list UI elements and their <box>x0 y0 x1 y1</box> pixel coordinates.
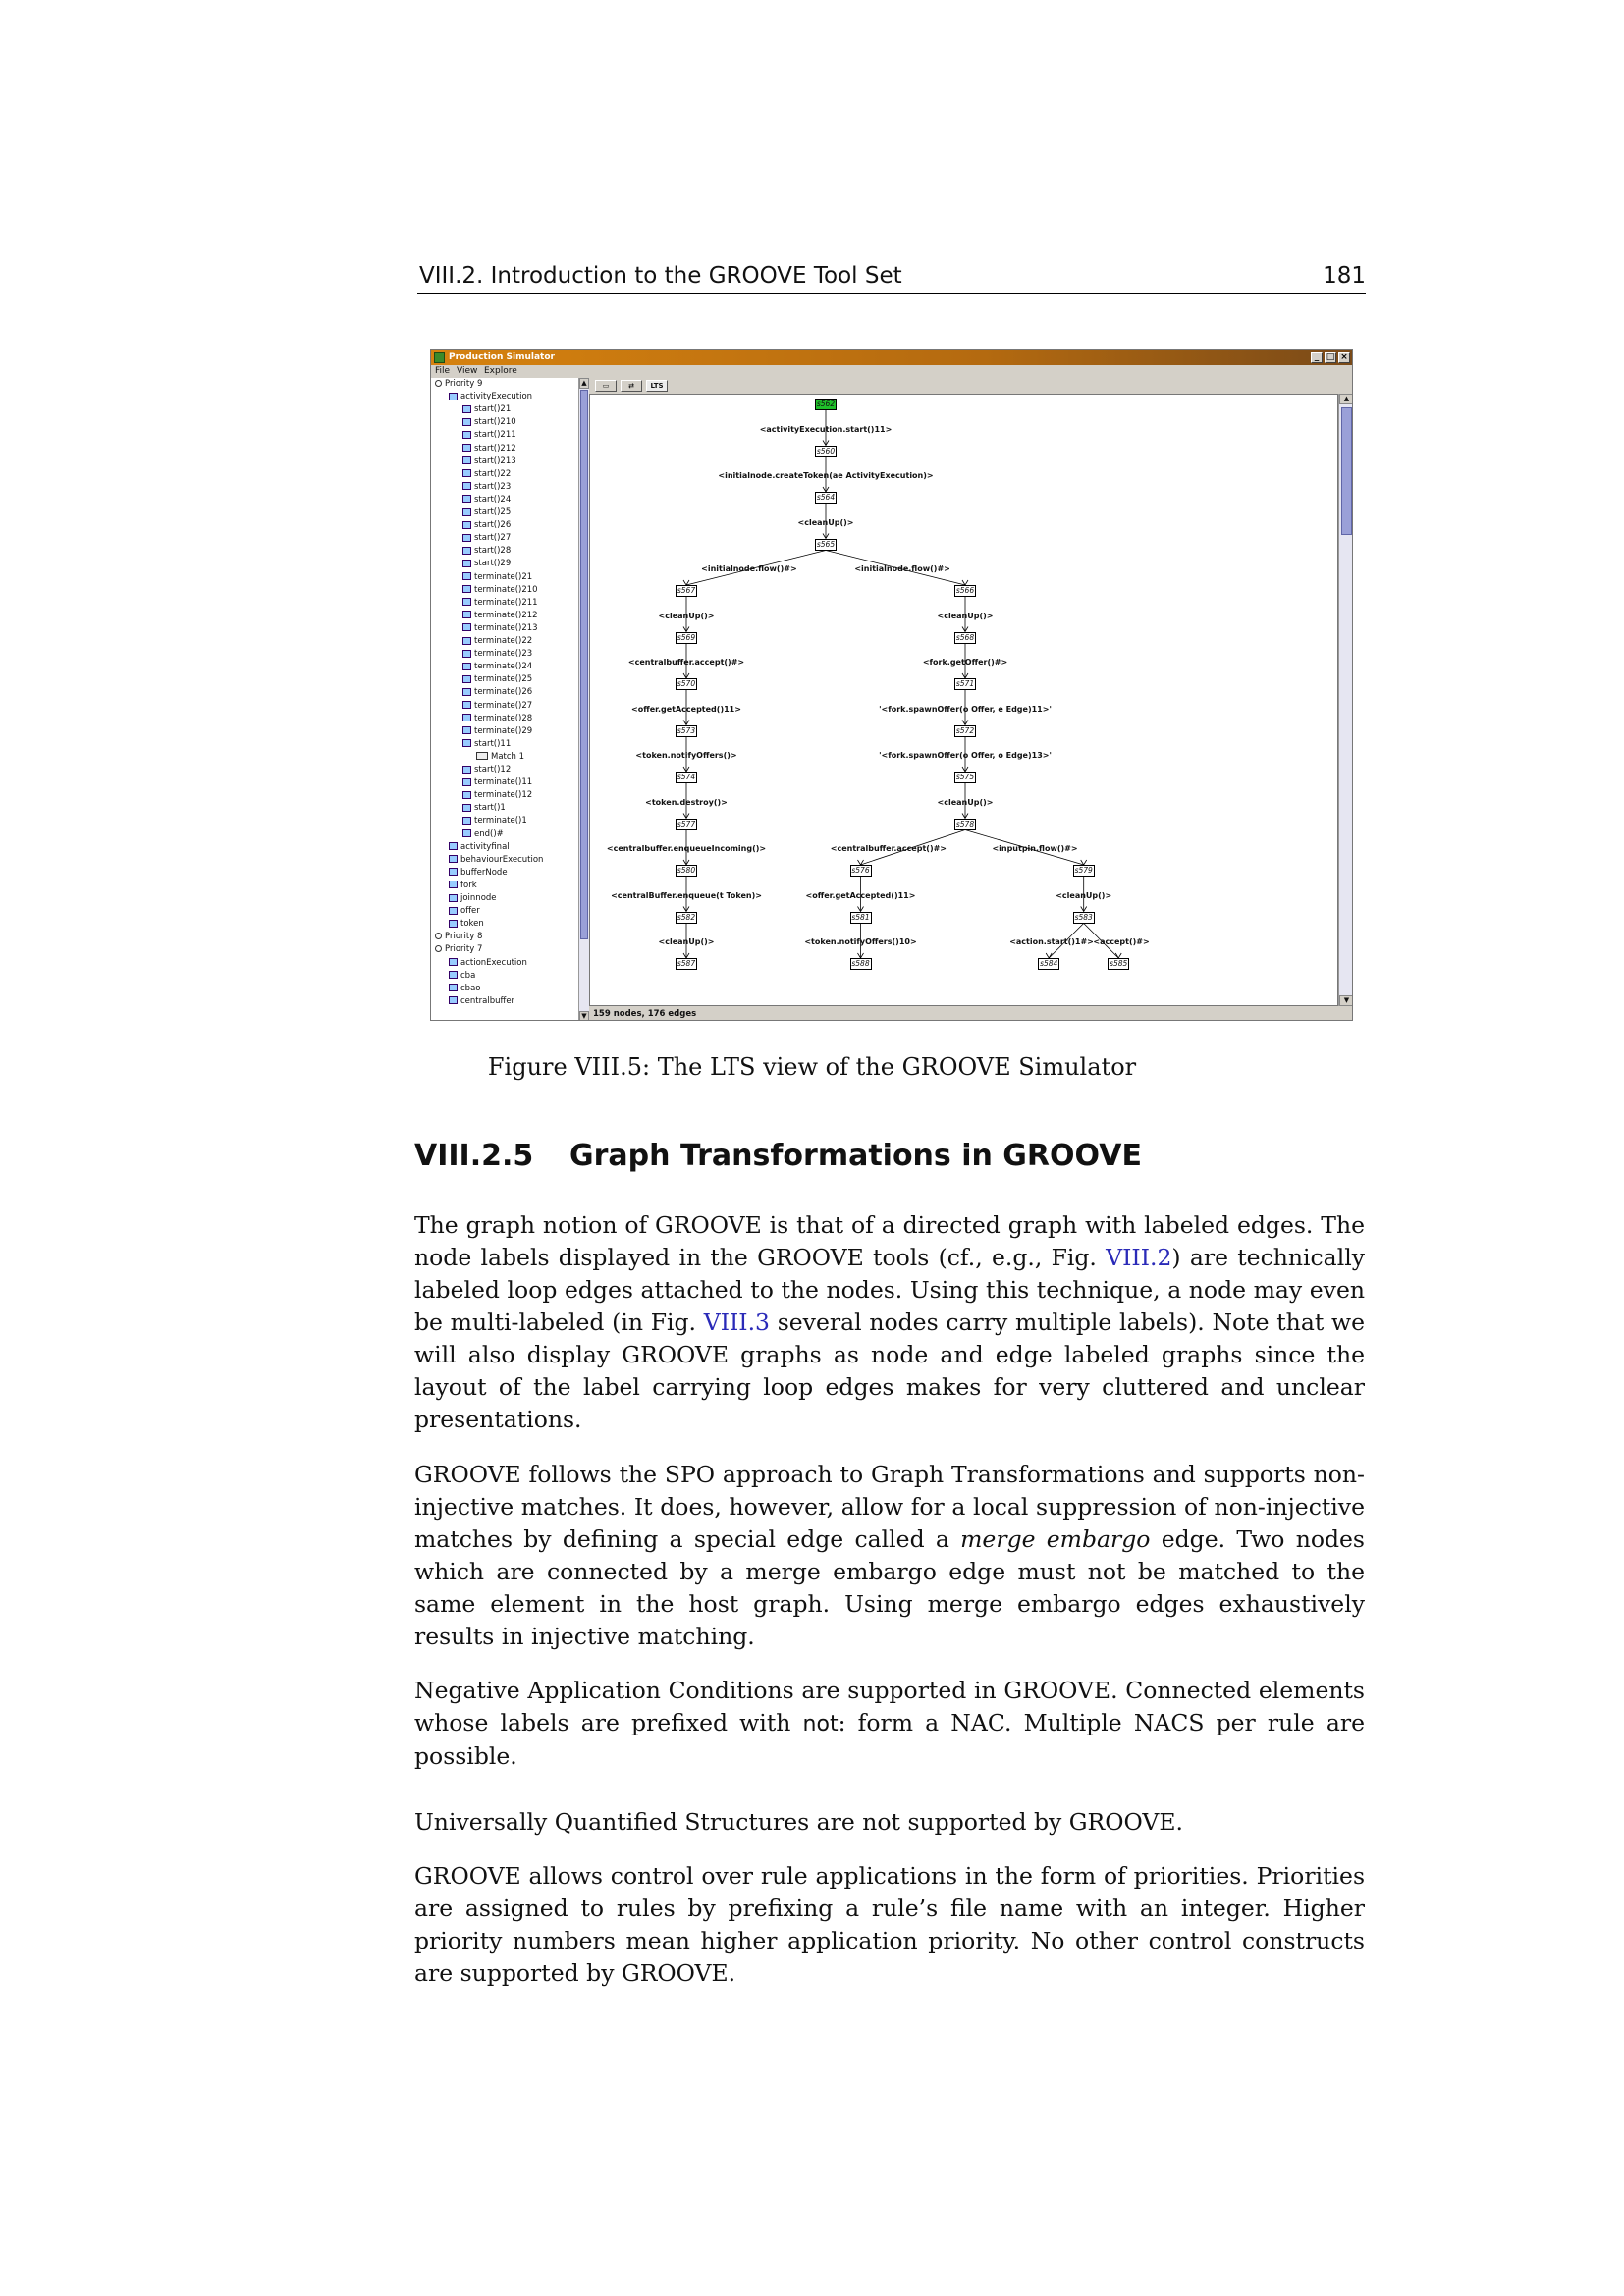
tree-node[interactable] <box>462 725 532 738</box>
tree-node[interactable] <box>462 494 511 507</box>
tree-node[interactable] <box>462 738 511 751</box>
tree-node-label: start()27 <box>474 533 512 544</box>
rule-icon <box>462 444 471 452</box>
text-run: several nodes carry multiple labels). Note that we will also display GROOVE graphs as node and edge labeled graphs since the layout of the label carrying loop edges makes for very cluttered and unclear presentations. <box>414 1308 1366 1433</box>
lts-state-node[interactable]: s566 <box>955 586 975 595</box>
tree-node-label: activityfinal <box>460 841 510 852</box>
tree-node-label: token <box>460 919 484 930</box>
tree-node-label: terminate()22 <box>474 636 533 646</box>
lts-transition-label: <action.start()1#> <box>1009 937 1094 947</box>
tree-node-label: terminate()24 <box>474 662 533 672</box>
tree-node[interactable] <box>449 841 510 854</box>
lts-transition-label: <initialnode.flow()#> <box>701 564 797 574</box>
lts-state-node[interactable]: s575 <box>955 773 975 781</box>
lts-state-node[interactable]: s588 <box>851 959 870 968</box>
figure-caption: Figure VIII.5: The LTS view of the GROOVE Simulator <box>487 1053 1137 1081</box>
lts-state-node[interactable]: s570 <box>677 679 696 688</box>
rule-icon <box>449 868 458 876</box>
simulator-screenshot <box>430 349 1353 1021</box>
rule-icon <box>462 611 471 618</box>
text-run: : form a NAC. Multiple NACS per rule are possible. <box>414 1709 1366 1770</box>
rule-icon <box>449 971 458 979</box>
tree-node-label: start()210 <box>474 417 516 428</box>
rule-icon <box>462 637 471 645</box>
lts-state-node[interactable]: s581 <box>851 912 870 922</box>
tree-node[interactable] <box>462 455 516 468</box>
rule-icon <box>462 804 471 812</box>
section-number: VIII.2.5 <box>414 1139 534 1173</box>
text-run: The graph notion of GROOVE is that of a directed graph with labeled edges. The node labels displayed in the GROOVE tools (cf., e.g., Fig. <box>414 1211 1365 1271</box>
tree-node-label: Priority 7 <box>445 944 483 955</box>
tree-node-label: terminate()11 <box>474 777 533 788</box>
lts-scrollbar[interactable] <box>1338 394 1353 1006</box>
tree-node[interactable] <box>462 713 532 725</box>
lts-state-node[interactable]: s565 <box>816 539 836 549</box>
lts-transition-label: <token.notifyOffers()10> <box>804 937 917 947</box>
tree-scroll-thumb[interactable] <box>580 390 588 939</box>
tree-node[interactable] <box>462 545 511 558</box>
tree-node-label: terminate()211 <box>474 597 538 608</box>
tree-node-label: joinnode <box>460 893 497 903</box>
tree-node[interactable] <box>462 815 527 828</box>
app-icon <box>434 352 445 363</box>
tree-node[interactable] <box>449 867 508 880</box>
tree-node[interactable] <box>449 854 543 867</box>
lts-state-node[interactable]: s569 <box>677 632 696 642</box>
lts-scroll-down-icon[interactable]: ▼ <box>1339 995 1353 1006</box>
priority-icon <box>435 945 442 952</box>
tree-node[interactable] <box>462 558 511 570</box>
tree-node-label: start()21 <box>474 404 512 415</box>
tree-node-label: terminate()29 <box>474 725 533 736</box>
lts-state-node[interactable]: s579 <box>1074 866 1093 875</box>
rule-icon <box>449 393 458 400</box>
lts-state-node[interactable]: s567 <box>677 586 696 595</box>
rule-icon <box>462 572 471 580</box>
tree-node-label: behaviourExecution <box>460 854 544 865</box>
rule-icon <box>462 817 471 825</box>
lts-transition-label: <cleanUp()> <box>658 611 715 620</box>
rule-icon <box>462 585 471 593</box>
paragraph-spo-approach <box>414 1459 1365 1653</box>
lts-pane <box>589 378 1353 1021</box>
lts-transition-label: <accept()#> <box>1093 937 1150 947</box>
tree-node[interactable] <box>462 481 511 494</box>
tree-node[interactable] <box>449 918 484 931</box>
tree-node-label: start()24 <box>474 494 512 505</box>
scroll-up-icon[interactable]: ▲ <box>579 378 589 389</box>
tree-node[interactable] <box>462 610 538 622</box>
rule-icon <box>462 675 471 683</box>
lts-transition-label: <inputpin.flow()#> <box>992 844 1078 854</box>
rule-tree <box>431 378 578 1021</box>
rule-icon <box>462 495 471 503</box>
tab-lts[interactable]: LTS <box>646 380 668 392</box>
rule-icon <box>449 881 458 888</box>
rule-icon <box>449 855 458 863</box>
tree-node[interactable] <box>462 700 532 713</box>
rule-icon <box>449 907 458 915</box>
tree-scrollbar[interactable] <box>578 378 589 1021</box>
tree-node[interactable] <box>435 943 482 956</box>
rule-icon <box>449 996 458 1004</box>
lts-state-node[interactable]: s585 <box>1110 959 1128 968</box>
tree-node-label: terminate()21 <box>474 571 533 582</box>
rule-icon <box>449 958 458 966</box>
tree-node-label: Match 1 <box>491 751 525 762</box>
rule-icon <box>462 778 471 786</box>
lts-transition-label: <cleanUp()> <box>797 517 854 527</box>
tree-node[interactable] <box>462 532 511 545</box>
priority-icon <box>435 933 442 939</box>
lts-state-node[interactable]: s564 <box>816 493 836 502</box>
figure-ref-link[interactable]: VIII.3 <box>703 1308 770 1336</box>
tree-node-label: start()29 <box>474 559 512 569</box>
tab-rule-view[interactable] <box>595 380 617 392</box>
paragraph-priorities: GROOVE allows control over rule applications in the form of priorities. Priorities are assigned to rules by prefixing a rule’s file name with an integer. Higher priority numbers mean higher application priority. No other control constructs are supported by GROOVE. <box>414 1862 1365 1987</box>
window-title: Production Simulator <box>449 352 555 362</box>
tree-node-label: terminate()26 <box>474 687 533 698</box>
lts-transition-label: <token.notifyOffers()> <box>635 751 737 761</box>
lts-state-node[interactable]: s587 <box>677 959 696 968</box>
figure-ref-link[interactable]: VIII.2 <box>1106 1244 1172 1271</box>
tree-node[interactable] <box>435 931 482 943</box>
tree-node-label: offer <box>460 906 480 917</box>
rule-icon <box>462 508 471 516</box>
lts-transition-label: <centralBuffer.enqueue(t Token)> <box>611 890 762 900</box>
tree-node[interactable] <box>449 391 532 403</box>
lts-transition-label: <token.destroy()> <box>645 797 728 807</box>
lts-transition-label: '<fork.spawnOffer(o Offer, e Edge)11>' <box>879 704 1052 714</box>
lts-state-node[interactable]: s576 <box>851 866 870 875</box>
tree-node[interactable] <box>462 789 532 802</box>
rule-icon <box>462 469 471 477</box>
tree-node-label: terminate()27 <box>474 700 533 711</box>
lts-scroll-thumb[interactable] <box>1341 407 1352 535</box>
paragraph-nac <box>414 1675 1365 1773</box>
tree-node[interactable] <box>462 584 538 597</box>
tree-node[interactable] <box>449 957 527 970</box>
tree-node-label: terminate()12 <box>474 790 533 801</box>
tree-node[interactable] <box>449 905 480 918</box>
lts-transition-label: <centralbuffer.accept()#> <box>830 844 947 854</box>
tree-node[interactable] <box>462 802 506 815</box>
lts-state-node[interactable]: s577 <box>677 819 696 828</box>
tree-node[interactable] <box>462 661 532 673</box>
lts-graph-canvas[interactable] <box>589 394 1338 1006</box>
tree-node-label: start()28 <box>474 546 512 557</box>
tree-node[interactable] <box>462 519 511 532</box>
rule-icon <box>462 714 471 721</box>
lts-scroll-up-icon[interactable]: ▲ <box>1339 394 1353 404</box>
running-header <box>417 263 1366 294</box>
tree-node-label: activityExecution <box>460 392 533 402</box>
tree-node-label: cbao <box>460 983 481 993</box>
rule-icon <box>462 547 471 555</box>
tree-node-label: centralbuffer <box>460 995 515 1006</box>
tree-node[interactable] <box>476 751 524 764</box>
tree-node-label: Priority 9 <box>445 379 483 389</box>
window-titlebar <box>431 350 1352 365</box>
lts-state-node[interactable]: s578 <box>955 819 975 828</box>
tree-node[interactable] <box>462 403 511 416</box>
rule-icon <box>462 598 471 606</box>
lts-state-node[interactable]: s574 <box>677 773 696 781</box>
lts-state-node[interactable]: s572 <box>955 725 975 735</box>
rule-icon <box>449 984 458 991</box>
tree-node[interactable] <box>462 764 511 776</box>
rule-icon <box>449 842 458 850</box>
view-tabs <box>589 378 1353 394</box>
lts-state-node[interactable]: s560 <box>816 446 836 455</box>
priority-icon <box>435 380 442 387</box>
tree-node[interactable] <box>462 597 538 610</box>
tree-node-label: start()11 <box>474 738 512 749</box>
tree-node-label: terminate()213 <box>474 622 538 633</box>
tree-node[interactable] <box>462 776 532 789</box>
tree-node-label: start()23 <box>474 481 512 492</box>
rule-icon <box>462 829 471 837</box>
tree-node[interactable] <box>435 378 482 391</box>
tree-node[interactable] <box>462 429 516 442</box>
rule-icon <box>462 431 471 439</box>
rule-icon <box>462 521 471 529</box>
lts-transition-label: <initialnode.createToken(ae ActivityExecution)> <box>718 471 934 481</box>
text-run: edge. Two nodes which are connected by a merge embargo edge must not be matched to the same element in the host graph. Using merge embargo edges exhaustively results in injective matching. <box>414 1525 1365 1650</box>
tree-node[interactable] <box>462 416 516 429</box>
lts-state-node[interactable]: s568 <box>955 632 975 642</box>
rule-icon <box>462 650 471 658</box>
tree-node[interactable] <box>449 892 497 905</box>
lts-state-node[interactable]: s583 <box>1074 912 1093 922</box>
lts-transition-label: <initialnode.flow()#> <box>854 564 950 574</box>
lts-state-node[interactable]: s573 <box>677 725 696 735</box>
close-icon[interactable]: × <box>1338 352 1350 363</box>
rule-icon <box>462 791 471 799</box>
rule-icon <box>449 894 458 902</box>
rule-icon <box>462 560 471 567</box>
tree-node-label: terminate()212 <box>474 610 538 620</box>
tree-node[interactable] <box>462 443 516 455</box>
lts-state-node[interactable]: s562 <box>816 400 836 408</box>
tree-node[interactable] <box>449 970 475 983</box>
lts-state-node[interactable]: s584 <box>1040 959 1058 968</box>
rule-icon <box>462 726 471 734</box>
menu-view[interactable]: View <box>457 366 478 376</box>
tree-node-label: terminate()1 <box>474 816 527 827</box>
tree-node-label: start()1 <box>474 803 506 814</box>
tree-node-label: end()# <box>474 828 504 839</box>
rule-icon <box>462 766 471 774</box>
tree-node[interactable] <box>462 686 532 699</box>
rule-icon <box>462 534 471 542</box>
tree-node-label: start()213 <box>474 455 516 466</box>
lts-transition-label: <cleanUp()> <box>658 937 715 947</box>
tree-node[interactable] <box>449 880 477 892</box>
tree-node[interactable] <box>462 622 538 635</box>
tree-node-label: fork <box>460 880 477 890</box>
menu-file[interactable]: File <box>435 366 451 376</box>
lts-transition-label: <centralbuffer.enqueueIncoming()> <box>606 844 767 854</box>
tree-node-label: terminate()28 <box>474 713 533 723</box>
tree-node[interactable] <box>462 571 532 584</box>
tree-node-label: bufferNode <box>460 867 508 878</box>
rule-icon <box>462 418 471 426</box>
tree-node[interactable] <box>462 468 511 481</box>
tree-node-label: start()22 <box>474 468 512 479</box>
status-text: 159 nodes, 176 edges <box>593 1009 697 1019</box>
tree-node[interactable] <box>462 648 532 661</box>
tree-node-label: start()212 <box>474 443 516 454</box>
text-run: ) are technically labeled loop edges attached to the nodes. Using this technique, a node may even be multi-labeled (in Fig. <box>414 1244 1365 1336</box>
rule-icon <box>462 739 471 747</box>
tree-node-label: actionExecution <box>460 957 527 968</box>
section-heading <box>414 1139 1142 1173</box>
tree-node[interactable] <box>449 983 480 995</box>
tree-node-label: terminate()210 <box>474 584 538 595</box>
lts-transition-label: '<fork.spawnOffer(o Offer, o Edge)13>' <box>879 751 1052 761</box>
text-run: GROOVE follows the SPO approach to Graph Transformations and supports non-injective matches. It does, however, allow for a local suppression of non-injective matches by defining a special edge called a <box>414 1461 1365 1553</box>
lts-transition-label: <cleanUp()> <box>1056 890 1112 900</box>
tree-node-label: terminate()25 <box>474 674 533 685</box>
emphasis: merge embargo <box>960 1525 1151 1553</box>
tree-node[interactable] <box>449 995 514 1008</box>
menu-explore[interactable]: Explore <box>484 366 517 376</box>
tree-node-label: start()12 <box>474 765 512 774</box>
tab-state-view[interactable] <box>621 380 642 392</box>
graph-view-icon: ▭ <box>602 382 610 390</box>
lts-transition-label: <centralbuffer.accept()#> <box>627 658 745 667</box>
paragraph-quantified: Universally Quantified Structures are not supported by GROOVE. <box>414 1808 1183 1836</box>
tree-node-label: start()211 <box>474 430 516 441</box>
rule-icon <box>449 920 458 928</box>
rule-icon <box>462 456 471 464</box>
tree-node[interactable] <box>462 635 532 648</box>
maximize-icon[interactable]: □ <box>1326 352 1335 362</box>
rule-icon <box>462 623 471 631</box>
tree-node-label: cba <box>460 970 476 981</box>
paragraph-graph-notion <box>414 1209 1365 1436</box>
tree-node-label: Priority 8 <box>445 932 483 942</box>
lts-state-node[interactable]: s580 <box>677 866 696 875</box>
lts-transition-label: <cleanUp()> <box>937 797 994 807</box>
code-keyword: not <box>802 1712 839 1736</box>
lts-transition-label: <offer.getAccepted()11> <box>805 890 916 900</box>
lts-transition-label: <fork.getOffer()#> <box>922 658 1008 667</box>
tree-node-label: start()25 <box>474 507 512 517</box>
lts-transition-label: <activityExecution.start()11> <box>759 424 893 434</box>
scroll-down-icon[interactable]: ▼ <box>579 1011 589 1021</box>
tree-node-label: terminate()23 <box>474 649 533 660</box>
lts-transition-label: <cleanUp()> <box>937 611 994 620</box>
minimize-icon[interactable]: _ <box>1311 352 1323 363</box>
rule-icon <box>462 688 471 696</box>
state-view-icon: ⇄ <box>628 382 634 390</box>
lts-transition-label: <offer.getAccepted()11> <box>631 704 741 714</box>
match-icon <box>476 752 488 760</box>
rule-icon <box>462 701 471 709</box>
text-run: Negative Application Conditions are supported in GROOVE. Connected elements whose labels are prefixed with <box>414 1677 1365 1736</box>
tree-node[interactable] <box>462 673 532 686</box>
lts-state-node[interactable]: s582 <box>677 912 696 922</box>
lts-state-node[interactable]: s571 <box>955 679 975 688</box>
tree-node[interactable] <box>462 828 504 841</box>
tree-node-label: start()26 <box>474 520 512 531</box>
rule-icon <box>462 482 471 490</box>
page-number: 181 <box>1323 263 1366 289</box>
tree-node[interactable] <box>462 507 511 519</box>
running-title: VIII.2. Introduction to the GROOVE Tool Set <box>419 263 902 289</box>
menubar <box>431 365 1352 378</box>
rule-icon <box>462 405 471 413</box>
lts-edges <box>590 395 1338 1006</box>
rule-icon <box>462 663 471 670</box>
section-title: Graph Transformations in GROOVE <box>569 1139 1142 1173</box>
status-bar <box>589 1006 1353 1021</box>
